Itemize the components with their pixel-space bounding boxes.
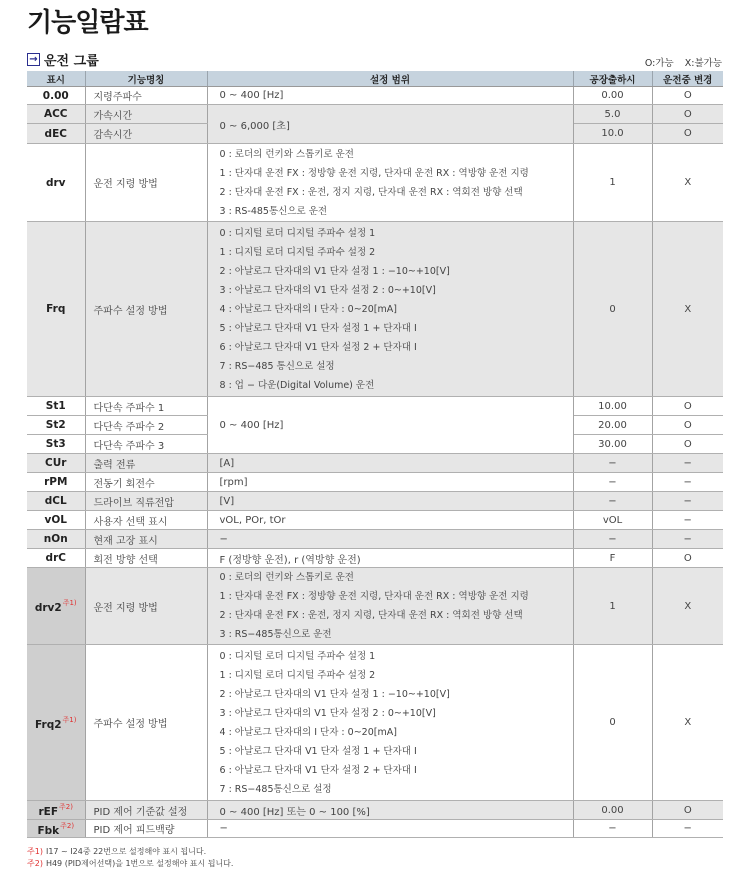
- row-range: [A]: [207, 454, 573, 473]
- option-line: 1 : 단자대 운전 FX : 정방향 운전 지령, 단자대 운전 RX : 역방향 운전 지령: [219, 167, 529, 179]
- option-line: 3 : 아날로그 단자대의 V1 단자 설정 2 : 0~+10[V]: [219, 284, 436, 296]
- row-factory: 0: [573, 645, 652, 801]
- row-code: drC: [27, 549, 85, 568]
- row-change: −: [652, 530, 723, 549]
- row-code: St2: [27, 416, 85, 435]
- option-line: 2 : 단자대 운전 FX : 운전, 정지 지령, 단자대 운전 RX : 역회전 방향 선택: [219, 186, 523, 198]
- option-line: 6 : 아날로그 단자대 V1 단자 설정 2 + 단자대 I: [219, 341, 417, 353]
- table-row: [27, 645, 723, 801]
- row-options: [207, 144, 573, 222]
- row-factory: 1: [573, 144, 652, 222]
- legend-possible: O:가능: [644, 58, 674, 69]
- option-line: 1 : 디지털 로더 디지털 주파수 설정 2: [219, 669, 376, 681]
- footnote-1: [27, 846, 233, 858]
- row-name: 주파수 설정 방법: [85, 645, 207, 801]
- row-range: −: [207, 530, 573, 549]
- row-code: Frq: [27, 222, 85, 397]
- table-header-row: [27, 71, 723, 87]
- row-factory: 0: [573, 222, 652, 397]
- section-title: 운전 그룹: [44, 54, 99, 69]
- row-change: −: [652, 820, 723, 838]
- header-factory: 공장출하시: [573, 71, 652, 87]
- row-factory: −: [573, 473, 652, 492]
- footnote-ref: 주1): [62, 599, 77, 607]
- row-change: O: [652, 105, 723, 124]
- row-range: 0 ~ 400 [Hz]: [207, 397, 573, 454]
- table-row: [27, 801, 723, 820]
- row-factory: 10.00: [573, 397, 652, 416]
- legend-impossible: X:불가능: [684, 58, 722, 69]
- row-factory: 1: [573, 568, 652, 645]
- row-change: O: [652, 801, 723, 820]
- row-code: [27, 801, 85, 820]
- row-name: PID 제어 기준값 설정: [85, 801, 207, 820]
- row-name: 다단속 주파수 1: [85, 397, 207, 416]
- row-options: [207, 568, 573, 645]
- row-change: −: [652, 454, 723, 473]
- option-line: 2 : 단자대 운전 FX : 운전, 정지 지령, 단자대 운전 RX : 역회전 방향 선택: [219, 610, 523, 621]
- option-line: 5 : 아날로그 단자대 V1 단자 설정 1 + 단자대 I: [219, 745, 417, 757]
- row-code: CUr: [27, 454, 85, 473]
- row-code: [27, 568, 85, 645]
- row-change: X: [652, 568, 723, 645]
- row-factory: −: [573, 820, 652, 838]
- row-name: 출력 전류: [85, 454, 207, 473]
- row-name: 현재 고장 표시: [85, 530, 207, 549]
- row-code: dCL: [27, 492, 85, 511]
- option-line: 2 : 아날로그 단자대의 V1 단자 설정 1 : −10~+10[V]: [219, 265, 450, 277]
- row-name: 회전 방향 선택: [85, 549, 207, 568]
- option-line: 4 : 아날로그 단자대의 I 단자 : 0~20[mA]: [219, 303, 397, 315]
- row-range: 0 ~ 400 [Hz]: [207, 87, 573, 105]
- row-code: ACC: [27, 105, 85, 124]
- row-change: X: [652, 222, 723, 397]
- row-code-text: rEF: [38, 806, 59, 818]
- table-row: [27, 492, 723, 511]
- table-row: [27, 222, 723, 397]
- row-name: 드라이브 직류전압: [85, 492, 207, 511]
- row-name: 다단속 주파수 2: [85, 416, 207, 435]
- row-factory: vOL: [573, 511, 652, 530]
- option-line: 0 : 로더의 런키와 스톱키로 운전: [219, 572, 354, 583]
- row-factory: −: [573, 492, 652, 511]
- row-code-text: drv2: [34, 602, 62, 614]
- footnote-text: I17 ~ I24중 22번으로 설정해야 표시 됩니다.: [45, 847, 207, 856]
- option-line: 3 : RS−485통신으로 운전: [219, 629, 332, 640]
- table-row: [27, 820, 723, 838]
- row-range: [V]: [207, 492, 573, 511]
- row-name: 전동기 회전수: [85, 473, 207, 492]
- table-row: [27, 397, 723, 416]
- footnotes: [27, 846, 233, 870]
- table-row: [27, 568, 723, 645]
- row-change: O: [652, 87, 723, 105]
- row-change: O: [652, 549, 723, 568]
- option-line: 1 : 디지털 로더 디지털 주파수 설정 2: [219, 246, 376, 258]
- table-row: [27, 454, 723, 473]
- footnote-ref: 주2): [59, 803, 73, 811]
- table-row: [27, 144, 723, 222]
- row-name: 감속시간: [85, 124, 207, 144]
- row-factory: 30.00: [573, 435, 652, 454]
- row-code: 0.00: [27, 87, 85, 105]
- row-name: 다단속 주파수 3: [85, 435, 207, 454]
- function-table: [27, 71, 723, 838]
- footnote-ref: 주1): [62, 715, 77, 724]
- row-change: −: [652, 511, 723, 530]
- row-code: St1: [27, 397, 85, 416]
- row-code-text: Frq2: [35, 718, 62, 731]
- page-title: 기능일람표: [27, 8, 148, 38]
- arrow-into-box-icon: →: [27, 53, 40, 66]
- row-code: rPM: [27, 473, 85, 492]
- table-row: [27, 105, 723, 124]
- row-factory: 0.00: [573, 87, 652, 105]
- row-range: −: [207, 820, 573, 838]
- option-line: 8 : 업 − 다운(Digital Volume) 운전: [219, 379, 375, 391]
- row-change: O: [652, 124, 723, 144]
- row-code: nOn: [27, 530, 85, 549]
- table-row: [27, 511, 723, 530]
- row-change: −: [652, 492, 723, 511]
- option-line: 0 : 디지털 로더 디지털 주파수 설정 1: [219, 650, 376, 662]
- row-code: [27, 645, 85, 801]
- row-range: vOL, POr, tOr: [207, 511, 573, 530]
- footnote-label: 주2): [27, 859, 43, 868]
- header-range: 설정 범위: [207, 71, 573, 87]
- footnote-ref: 주2): [60, 821, 75, 830]
- option-line: 4 : 아날로그 단자대의 I 단자 : 0~20[mA]: [219, 726, 397, 738]
- row-name: 가속시간: [85, 105, 207, 124]
- row-change: O: [652, 435, 723, 454]
- footnote-label: 주1): [27, 847, 43, 856]
- option-line: 3 : 아날로그 단자대의 V1 단자 설정 2 : 0~+10[V]: [219, 707, 436, 719]
- option-line: 7 : RS−485통신으로 설정: [219, 783, 332, 795]
- option-line: 0 : 로더의 런키와 스톱키로 운전: [219, 148, 354, 160]
- row-code: drv: [27, 144, 85, 222]
- section-header: [27, 50, 99, 69]
- header-name: 기능명칭: [85, 71, 207, 87]
- option-line: 5 : 아날로그 단자대 V1 단자 설정 1 + 단자대 I: [219, 322, 417, 334]
- row-code: [27, 820, 85, 838]
- row-range: 0 ~ 400 [Hz] 또는 0 ~ 100 [%]: [207, 801, 573, 820]
- option-line: 0 : 디지털 로더 디지털 주파수 설정 1: [219, 227, 376, 239]
- row-range: F (정방향 운전), r (역방향 운전): [207, 549, 573, 568]
- option-line: 2 : 아날로그 단자대의 V1 단자 설정 1 : −10~+10[V]: [219, 688, 450, 700]
- row-range: [rpm]: [207, 473, 573, 492]
- row-code: vOL: [27, 511, 85, 530]
- footnote-text: H49 (PID제어선택)을 1번으로 설정해야 표시 됩니다.: [45, 859, 234, 868]
- table-row: [27, 473, 723, 492]
- row-factory: F: [573, 549, 652, 568]
- option-line: 3 : RS-485통신으로 운전: [219, 205, 328, 217]
- row-change: X: [652, 144, 723, 222]
- option-line: 6 : 아날로그 단자대 V1 단자 설정 2 + 단자대 I: [219, 764, 417, 776]
- table-row: [27, 530, 723, 549]
- option-line: 1 : 단자대 운전 FX : 정방향 운전 지령, 단자대 운전 RX : 역방향 운전 지령: [219, 591, 529, 602]
- row-name: PID 제어 피드백량: [85, 820, 207, 838]
- row-factory: −: [573, 530, 652, 549]
- row-factory: 5.0: [573, 105, 652, 124]
- row-name: 주파수 설정 방법: [85, 222, 207, 397]
- legend: [637, 55, 722, 69]
- row-name: 지령주파수: [85, 87, 207, 105]
- row-code: St3: [27, 435, 85, 454]
- row-factory: 0.00: [573, 801, 652, 820]
- header-code: 표시: [27, 71, 85, 87]
- row-change: −: [652, 473, 723, 492]
- row-name: 사용자 선택 표시: [85, 511, 207, 530]
- row-change: X: [652, 645, 723, 801]
- header-change: 운전중 변경: [652, 71, 723, 87]
- row-factory: 20.00: [573, 416, 652, 435]
- option-line: 7 : RS−485 통신으로 설정: [219, 360, 335, 372]
- footnote-2: [27, 858, 233, 870]
- row-factory: −: [573, 454, 652, 473]
- row-code: dEC: [27, 124, 85, 144]
- row-options: [207, 222, 573, 397]
- row-name: 운전 지령 방법: [85, 568, 207, 645]
- table-row: [27, 549, 723, 568]
- row-factory: 10.0: [573, 124, 652, 144]
- row-name: 운전 지령 방법: [85, 144, 207, 222]
- table-row: [27, 87, 723, 105]
- row-options: [207, 645, 573, 801]
- row-code-text: Fbk: [37, 824, 60, 837]
- row-change: O: [652, 416, 723, 435]
- row-change: O: [652, 397, 723, 416]
- row-range: 0 ~ 6,000 [초]: [207, 105, 573, 144]
